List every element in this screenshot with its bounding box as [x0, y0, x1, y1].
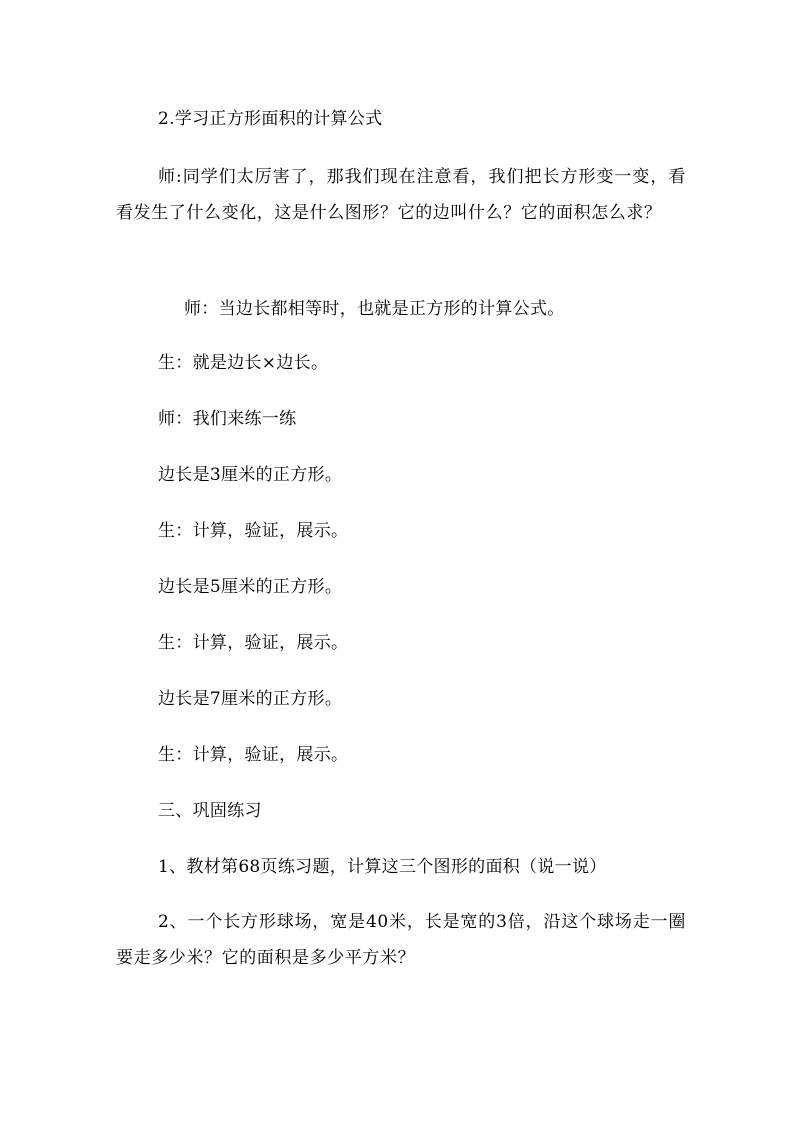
exercise-item-1: 1、教材第68页练习题，计算这三个图形的面积（说一说） [158, 857, 607, 877]
exercise-side-3: 边长是3厘米的正方形。 [158, 465, 343, 485]
paragraph-teacher-practice: 师：我们来练一练 [158, 409, 297, 429]
section-consolidation: 三、巩固练习 [158, 801, 262, 821]
exercise-item-2: 2、一个长方形球场，宽是40米，长是宽的3倍，沿这个球场走一圈要走多少米？它的面积是多少平方米？ [116, 912, 686, 968]
paragraph-student-answer: 生：就是边长×边长。 [158, 353, 329, 373]
student-response-3: 生：计算，验证，展示。 [158, 745, 349, 765]
exercise-side-7: 边长是7厘米的正方形。 [158, 689, 343, 709]
section-heading: 2.学习正方形面积的计算公式 [158, 109, 383, 129]
paragraph-teacher-formula: 师：当边长都相等时，也就是正方形的计算公式。 [184, 299, 565, 319]
student-response-1: 生：计算，验证，展示。 [158, 521, 349, 541]
paragraph-teacher-intro: 师:同学们太厉害了，那我们现在注意看，我们把长方形变一变，看看发生了什么变化，这是什么图形？它的边叫什么？它的面积怎么求？ [116, 167, 686, 223]
exercise-side-5: 边长是5厘米的正方形。 [158, 577, 343, 597]
student-response-2: 生：计算，验证，展示。 [158, 633, 349, 653]
